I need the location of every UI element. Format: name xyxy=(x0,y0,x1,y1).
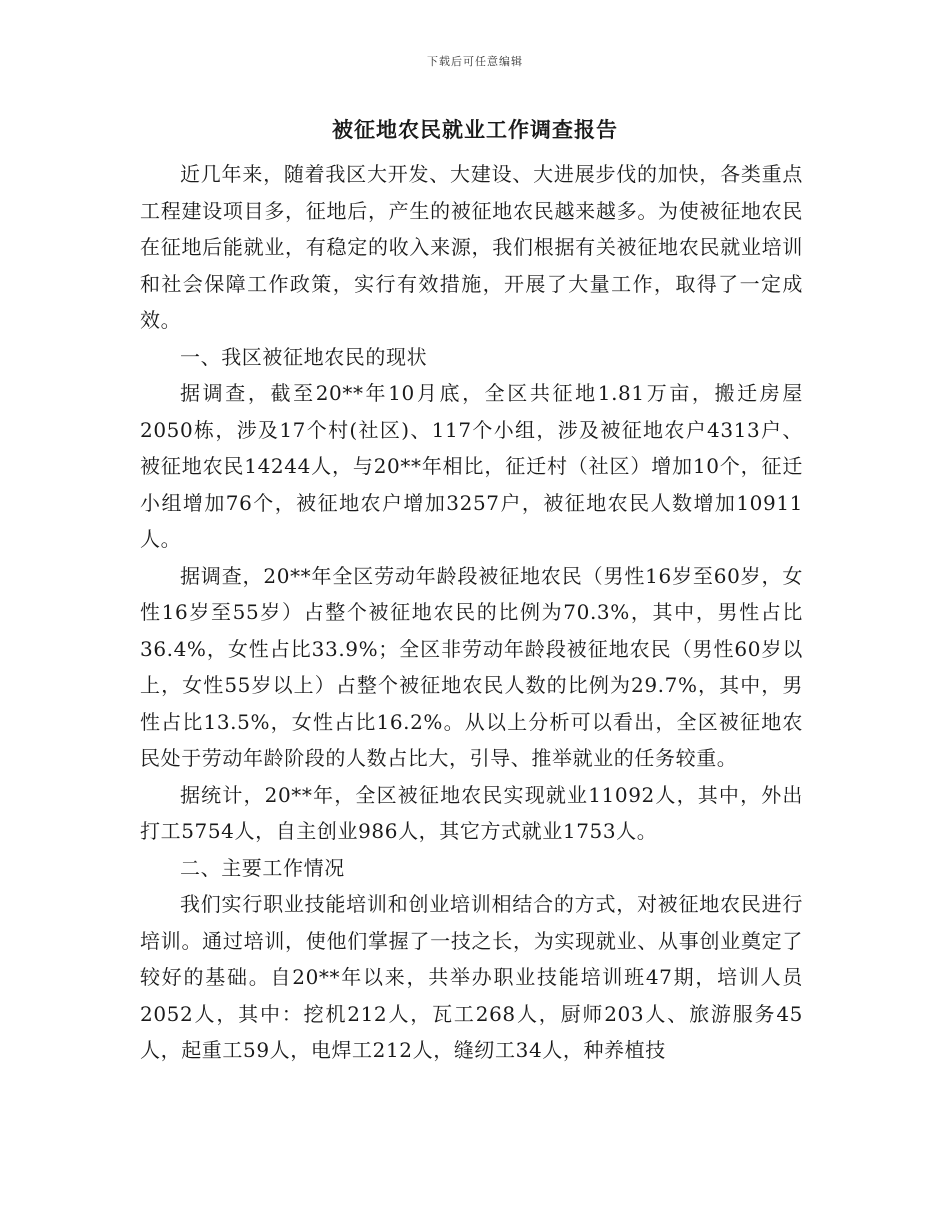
section-heading-1: 一、我区被征地农民的现状 xyxy=(180,344,428,369)
paragraph-survey-stats: 据调查，截至20**年10月底，全区共征地1.81万亩，搬迁房屋2050栋，涉及17个村(社区)、117个小组，涉及被征地农户4313户、被征地农民14244人，与20**年相比，征迁村（社区）增加10个，征迁小组增加76个，被征地农户增加3257户，被征地农民人数增加10911人。 xyxy=(140,381,803,551)
document-title: 被征地农民就业工作调查报告 xyxy=(332,117,618,142)
document-body xyxy=(140,156,803,1069)
page-header-note: 下载后可任意编辑 xyxy=(427,55,523,68)
paragraph-intro: 近几年来，随着我区大开发、大建设、大进展步伐的加快，各类重点工程建设项目多，征地后，产生的被征地农民越来越多。为使被征地农民在征地后能就业，有稳定的收入来源，我们根据有关被征地农民就业培训和社会保障工作政策，实行有效措施，开展了大量工作，取得了一定成效。 xyxy=(140,162,803,332)
paragraph-training: 我们实行职业技能培训和创业培训相结合的方式，对被征地农民进行培训。通过培训，使他们掌握了一技之长，为实现就业、从事创业奠定了较好的基础。自20**年以来，共举办职业技能培训班47期，培训人员2052人，其中：挖机212人，瓦工268人，厨师203人、旅游服务45人，起重工59人，电焊工212人，缝纫工34人，种养植技 xyxy=(140,892,803,1062)
section-heading-2: 二、主要工作情况 xyxy=(180,855,345,880)
paragraph-employment-stats: 据统计，20**年，全区被征地农民实现就业11092人，其中，外出打工5754人，自主创业986人，其它方式就业1753人。 xyxy=(140,782,803,843)
paragraph-age-distribution: 据调查，20**年全区劳动年龄段被征地农民（男性16岁至60岁，女性16岁至55岁）占整个被征地农民的比例为70.3%，其中，男性占比36.4%，女性占比33.9%；全区非劳动年龄段被征地农民（男性60岁以上，女性55岁以上）占整个被征地农民人数的比例为29.7%，其中，男性占比13.5%，女性占比16.2%。从以上分析可以看出，全区被征地农民处于劳动年龄阶段的人数占比大，引导、推举就业的任务较重。 xyxy=(140,563,803,770)
